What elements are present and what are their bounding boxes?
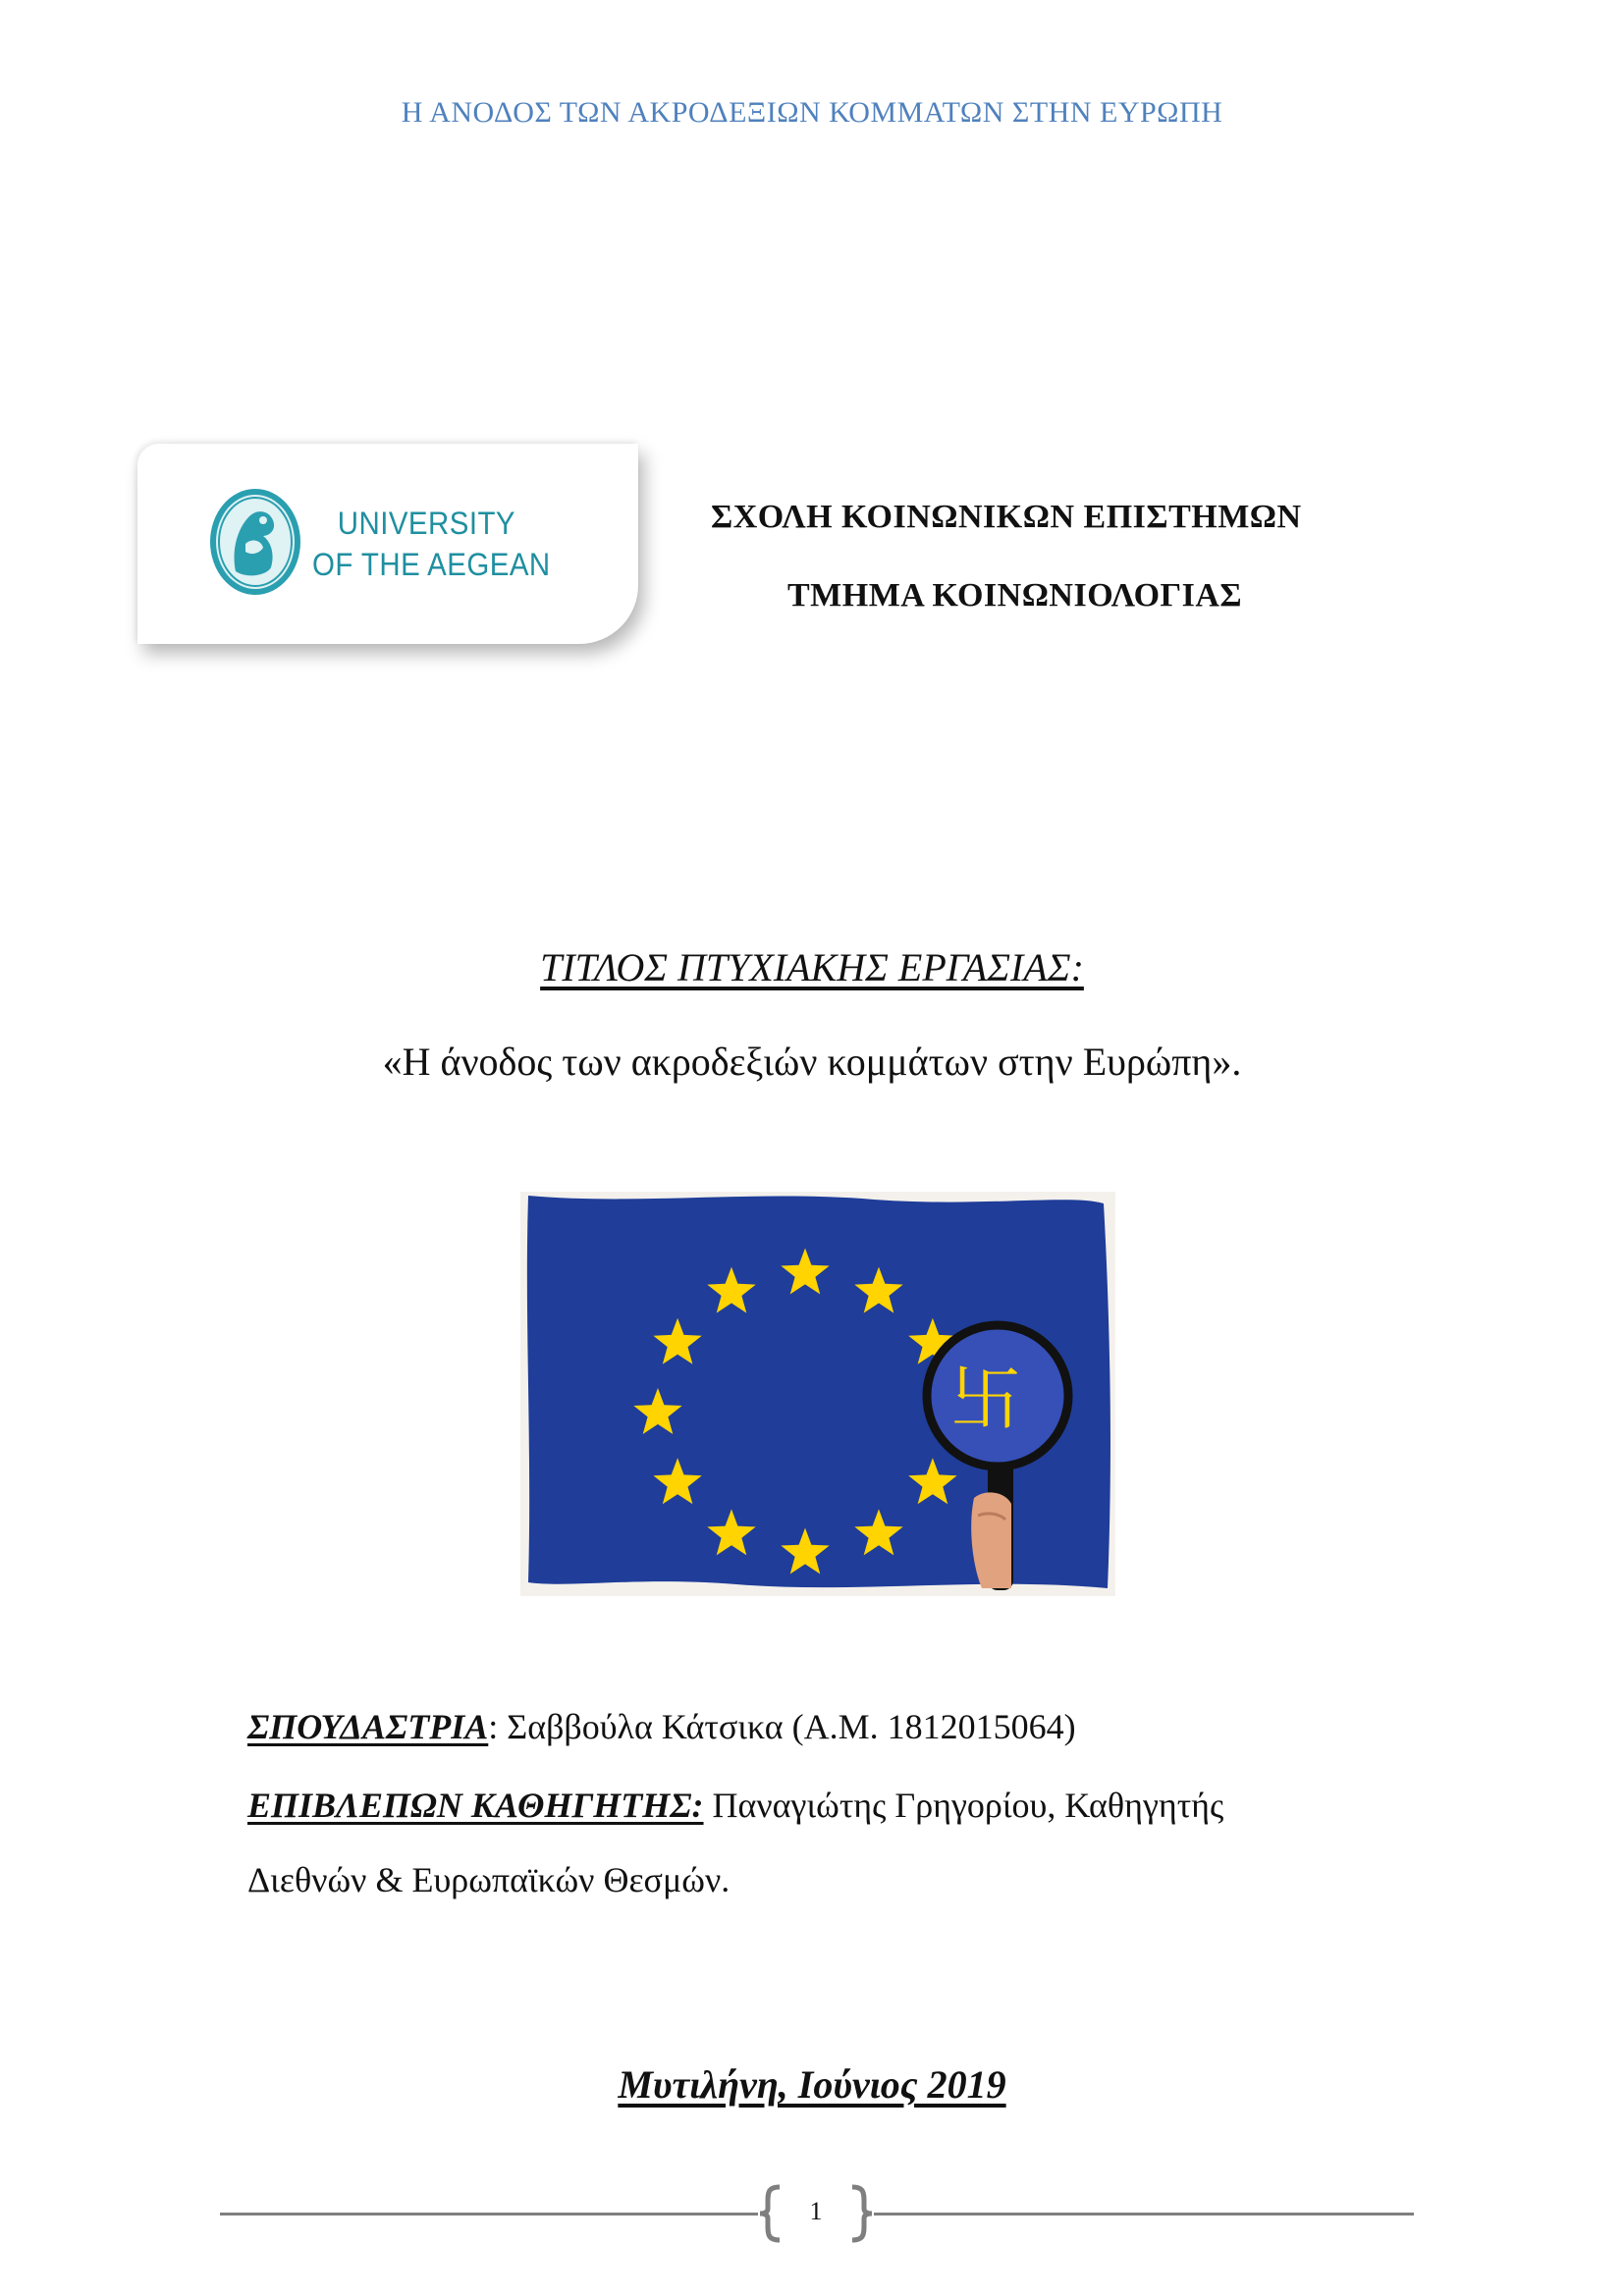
university-seal-icon: [206, 485, 304, 599]
supervisor-label: ΕΠΙΒΛΕΠΩΝ ΚΑΘΗΓΗΤΗΣ:: [247, 1786, 704, 1825]
student-value: : Σαββούλα Κάτσικα (Α.Μ. 1812015064): [488, 1707, 1076, 1746]
footer-rule-left: [220, 2213, 758, 2216]
university-logo: [137, 444, 638, 644]
logo-text-line1: UNIVERSITY: [337, 506, 516, 541]
footer-rule-right: [874, 2213, 1414, 2216]
thesis-title: «Η άνοδος των ακροδεξιών κομμάτων στην Ευρώπη».: [382, 1040, 1242, 1084]
student-line: [247, 1706, 1076, 1747]
swastika-icon: 卐: [950, 1358, 1022, 1440]
running-header: Η ΑΝΟΔΟΣ ΤΩΝ ΑΚΡΟΔΕΞΙΩΝ ΚΟΜΜΑΤΩΝ ΣΤΗΝ ΕΥΡΩΠΗ: [401, 96, 1223, 129]
place-date: Μυτιλήνη, Ιούνιος 2019: [618, 2062, 1006, 2107]
department-name: ΤΜΗΜΑ ΚΟΙΝΩΝΙΟΛΟΓΙΑΣ: [787, 577, 1243, 614]
school-name: ΣΧΟΛΗ ΚΟΙΝΩΝΙΚΩΝ ΕΠΙΣΤΗΜΩΝ: [711, 499, 1302, 535]
thesis-label: ΤΙΤΛΟΣ ΠΤΥΧΙΑΚΗΣ ΕΡΓΑΣΙΑΣ:: [540, 945, 1084, 989]
supervisor-line-2: Διεθνών & Ευρωπαϊκών Θεσμών.: [247, 1860, 731, 1899]
student-label: ΣΠΟΥΔΑΣΤΡΙΑ: [247, 1707, 489, 1746]
eu-flag-illustration: [520, 1192, 1115, 1596]
logo-text-line2: OF THE AEGEAN: [312, 547, 551, 582]
page-number: 1: [809, 2197, 823, 2225]
supervisor-line: [247, 1785, 1223, 1826]
supervisor-value: Παναγιώτης Γρηγορίου, Καθηγητής: [703, 1786, 1224, 1825]
